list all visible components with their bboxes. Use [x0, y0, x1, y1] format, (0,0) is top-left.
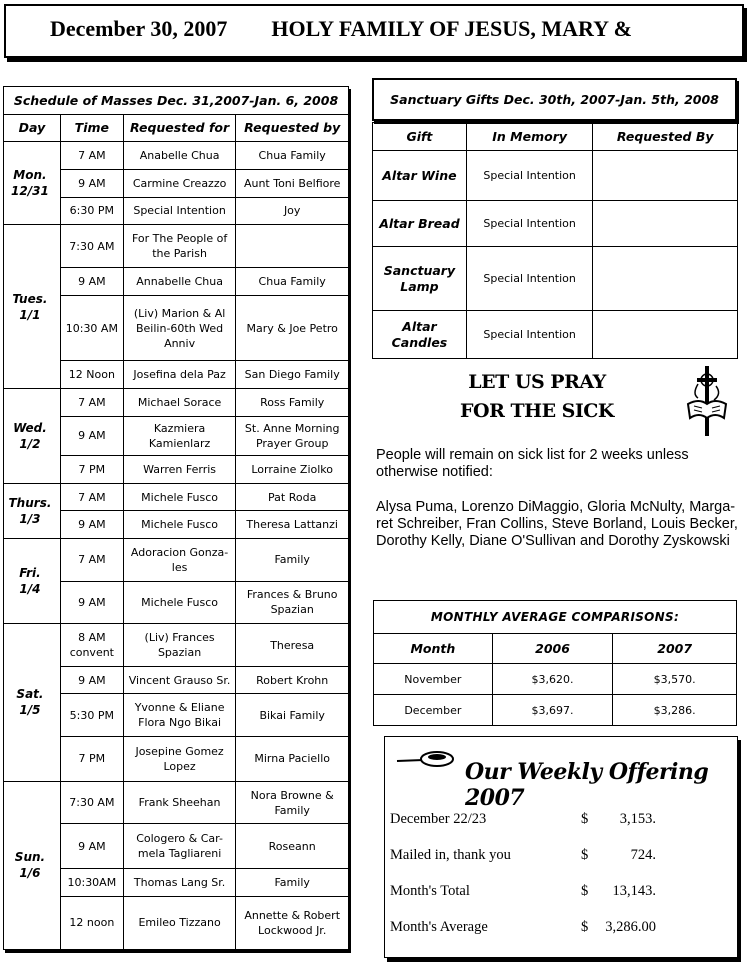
- mass-requested-by: Aunt Toni Belfiore: [236, 169, 349, 197]
- mass-row: [4, 389, 349, 417]
- mass-requested-for: Michele Fusco: [123, 483, 236, 511]
- bulletin-date: December 30, 2007: [50, 16, 228, 41]
- mass-day-date: 1/3: [19, 511, 41, 526]
- gift-name: Altar Wine: [373, 151, 467, 201]
- mass-requested-for: Warren Ferris: [123, 456, 236, 484]
- mass-requested-for: Michael Sorace: [123, 389, 236, 417]
- mass-requested-for: Frank Sheehan: [123, 781, 236, 824]
- mass-time: 10:30 AM: [60, 295, 123, 361]
- mass-row: [4, 225, 349, 268]
- mass-time: 7 AM: [60, 389, 123, 417]
- mass-requested-by: Theresa Lattanzi: [236, 511, 349, 539]
- mass-requested-by: Chua Family: [236, 142, 349, 170]
- weekly-offering-box: [384, 736, 738, 958]
- mass-requested-for: Josepine Gomez Lopez: [123, 737, 236, 782]
- gift-name: Sanctuary Lamp: [373, 247, 467, 311]
- mass-requested-for: Carmine Creazzo: [123, 169, 236, 197]
- column-header-gift: Gift: [373, 123, 467, 151]
- mass-time: 7 AM: [60, 539, 123, 582]
- mass-requested-by: St. Anne Morning Prayer Group: [236, 416, 349, 455]
- mass-requested-by: Chua Family: [236, 267, 349, 295]
- monthly-average-table: [373, 600, 737, 726]
- parish-title: HOLY FAMILY OF JESUS, MARY &: [271, 16, 633, 41]
- mass-time: 7 PM: [60, 737, 123, 782]
- mass-day-name: Mon.: [13, 168, 47, 183]
- mass-requested-by: [236, 225, 349, 268]
- weekly-offering-title: Our Weekly Offering 2007: [465, 759, 709, 811]
- mass-requested-for: Thomas Lang Sr.: [123, 868, 236, 896]
- column-header-day: Day: [4, 114, 61, 142]
- offering-currency: $: [581, 883, 589, 899]
- offering-amount: 3,153.: [619, 811, 656, 827]
- average-2006: $3,697.: [492, 695, 613, 726]
- offering-label: Month's Average: [390, 919, 488, 935]
- offering-amount: 13,143.: [612, 883, 656, 899]
- column-header-2006: 2006: [492, 634, 613, 664]
- gift-row: [373, 201, 738, 247]
- offering-label: December 22/23: [390, 811, 487, 827]
- gift-row: [373, 151, 738, 201]
- mass-requested-by: Mary & Joe Petro: [236, 295, 349, 361]
- mass-requested-by: Family: [236, 539, 349, 582]
- mass-day-date: 1/6: [19, 866, 41, 881]
- mass-time: 8 AM convent: [60, 624, 123, 667]
- gift-row: [373, 311, 738, 359]
- mass-requested-for: Emileo Tizzano: [123, 896, 236, 949]
- mass-day-name: Sun.: [14, 850, 46, 865]
- mass-time: 7:30 AM: [60, 225, 123, 268]
- gift-row: [373, 247, 738, 311]
- mass-requested-for: Anabelle Chua: [123, 142, 236, 170]
- pray-heading-line-1: LET US PRAY: [468, 371, 606, 393]
- mass-day-name: Wed.: [13, 420, 47, 435]
- mass-day-cell: [4, 781, 61, 949]
- mass-time: 9 AM: [60, 666, 123, 694]
- gift-in-memory: Special Intention: [466, 311, 593, 359]
- mass-time: 7 PM: [60, 456, 123, 484]
- gift-in-memory: Special Intention: [466, 247, 593, 311]
- sanctuary-gifts-table: [372, 122, 738, 359]
- mass-requested-by: Pat Roda: [236, 483, 349, 511]
- mass-requested-for: Kazmiera Kamienlarz: [123, 416, 236, 455]
- mass-time: 12 Noon: [60, 361, 123, 389]
- mass-row: [4, 624, 349, 667]
- cross-bible-icon: [684, 364, 730, 438]
- mass-time: 7 AM: [60, 483, 123, 511]
- offering-row: [390, 811, 730, 831]
- mass-day-name: Sat.: [16, 687, 44, 702]
- mass-requested-by: Nora Browne & Family: [236, 781, 349, 824]
- mass-requested-for: Michele Fusco: [123, 581, 236, 624]
- offering-currency: $: [581, 811, 589, 827]
- offering-currency: $: [581, 919, 589, 935]
- pray-heading-line-2: FOR THE SICK: [460, 400, 614, 422]
- mass-requested-for: For The People of the Parish: [123, 225, 236, 268]
- mass-time: 7 AM: [60, 142, 123, 170]
- gift-in-memory: Special Intention: [466, 201, 593, 247]
- bulletin-header: [4, 4, 744, 58]
- mass-schedule-caption: Schedule of Masses Dec. 31,2007-Jan. 6, 2008: [4, 87, 349, 115]
- mass-requested-for: Special Intention: [123, 197, 236, 225]
- offering-currency: $: [581, 847, 589, 863]
- mass-time: 10:30AM: [60, 868, 123, 896]
- sick-list-note: People will remain on sick list for 2 weeks unless otherwise notified:: [376, 447, 689, 480]
- gift-name: Altar Bread: [373, 201, 467, 247]
- average-month: November: [374, 664, 493, 695]
- sanctuary-gifts-caption: Sanctuary Gifts Dec. 30th, 2007-Jan. 5th, 2008: [372, 78, 737, 121]
- gift-in-memory: Special Intention: [466, 151, 593, 201]
- mass-requested-for: Vincent Grauso Sr.: [123, 666, 236, 694]
- mass-row: [4, 142, 349, 170]
- mass-requested-by: Annette & Robert Lockwood Jr.: [236, 896, 349, 949]
- mass-requested-by: Roseann: [236, 824, 349, 869]
- mass-requested-by: Robert Krohn: [236, 666, 349, 694]
- mass-day-cell: [4, 225, 61, 389]
- mass-requested-for: Adoracion Gonza-les: [123, 539, 236, 582]
- average-2007: $3,286.: [613, 695, 737, 726]
- mass-day-cell: [4, 539, 61, 624]
- mass-schedule-table: [3, 86, 349, 950]
- mass-requested-by: Family: [236, 868, 349, 896]
- column-header-gift-requested-by: Requested By: [593, 123, 738, 151]
- column-header-2007: 2007: [613, 634, 737, 664]
- average-2007: $3,570.: [613, 664, 737, 695]
- mass-time: 6:30 PM: [60, 197, 123, 225]
- mass-day-cell: [4, 483, 61, 538]
- collection-ladle-icon: [395, 747, 459, 769]
- mass-day-name: Fri.: [19, 566, 41, 581]
- offering-label: Mailed in, thank you: [390, 847, 511, 863]
- mass-row: [4, 781, 349, 824]
- average-2006: $3,620.: [492, 664, 613, 695]
- mass-time: 9 AM: [60, 416, 123, 455]
- offering-row: [390, 847, 730, 867]
- average-row: [374, 664, 737, 695]
- mass-day-cell: [4, 389, 61, 484]
- column-header-requested-by: Requested by: [236, 114, 349, 142]
- column-header-month: Month: [374, 634, 493, 664]
- mass-requested-for: (Liv) Frances Spazian: [123, 624, 236, 667]
- offering-amount: 3,286.00: [605, 919, 656, 935]
- mass-requested-for: Michele Fusco: [123, 511, 236, 539]
- mass-requested-for: Yvonne & Eliane Flora Ngo Bikai: [123, 694, 236, 737]
- mass-day-cell: [4, 624, 61, 781]
- mass-requested-by: Theresa: [236, 624, 349, 667]
- mass-requested-for: Cologero & Car-mela Tagliareni: [123, 824, 236, 869]
- mass-time: 9 AM: [60, 169, 123, 197]
- column-header-in-memory: In Memory: [466, 123, 593, 151]
- mass-day-date: 1/2: [19, 436, 41, 451]
- mass-day-date: 1/1: [19, 307, 41, 322]
- gift-requested-by: [593, 151, 738, 201]
- mass-day-name: Tues.: [12, 291, 48, 306]
- mass-time: 9 AM: [60, 581, 123, 624]
- mass-requested-by: San Diego Family: [236, 361, 349, 389]
- offering-amount: 724.: [630, 847, 656, 863]
- mass-row: [4, 539, 349, 582]
- mass-time: 7:30 AM: [60, 781, 123, 824]
- mass-requested-for: Josefina dela Paz: [123, 361, 236, 389]
- sick-list-names: Alysa Puma, Lorenzo DiMaggio, Gloria McNulty, Marga-ret Schreiber, Fran Collins, Steve Borland, Louis Becker, Dorothy Kelly, Diane O'Sullivan and Dorothy Zyskowski: [376, 499, 738, 549]
- monthly-average-caption: MONTHLY AVERAGE COMPARISONS:: [374, 601, 737, 634]
- gift-requested-by: [593, 311, 738, 359]
- column-header-requested-for: Requested for: [123, 114, 236, 142]
- mass-requested-by: Ross Family: [236, 389, 349, 417]
- mass-day-date: 1/4: [19, 582, 41, 597]
- offering-label: Month's Total: [390, 883, 470, 899]
- mass-day-date: 12/31: [11, 184, 49, 199]
- mass-requested-by: Joy: [236, 197, 349, 225]
- average-row: [374, 695, 737, 726]
- mass-requested-for: Annabelle Chua: [123, 267, 236, 295]
- mass-day-name: Thurs.: [8, 495, 52, 510]
- gift-requested-by: [593, 247, 738, 311]
- pray-for-sick-heading: [432, 368, 642, 426]
- column-header-time: Time: [60, 114, 123, 142]
- mass-requested-for: (Liv) Marion & Al Beilin-60th Wed Anniv: [123, 295, 236, 361]
- gift-name: Altar Candles: [373, 311, 467, 359]
- offering-row: [390, 919, 730, 939]
- mass-day-cell: [4, 142, 61, 225]
- mass-time: 9 AM: [60, 267, 123, 295]
- mass-day-date: 1/5: [19, 703, 41, 718]
- gift-requested-by: [593, 201, 738, 247]
- mass-time: 9 AM: [60, 511, 123, 539]
- mass-time: 5:30 PM: [60, 694, 123, 737]
- average-month: December: [374, 695, 493, 726]
- mass-requested-by: Bikai Family: [236, 694, 349, 737]
- offering-row: [390, 883, 730, 903]
- mass-requested-by: Mirna Paciello: [236, 737, 349, 782]
- mass-requested-by: Frances & Bruno Spazian: [236, 581, 349, 624]
- mass-time: 12 noon: [60, 896, 123, 949]
- mass-row: [4, 483, 349, 511]
- mass-time: 9 AM: [60, 824, 123, 869]
- mass-requested-by: Lorraine Ziolko: [236, 456, 349, 484]
